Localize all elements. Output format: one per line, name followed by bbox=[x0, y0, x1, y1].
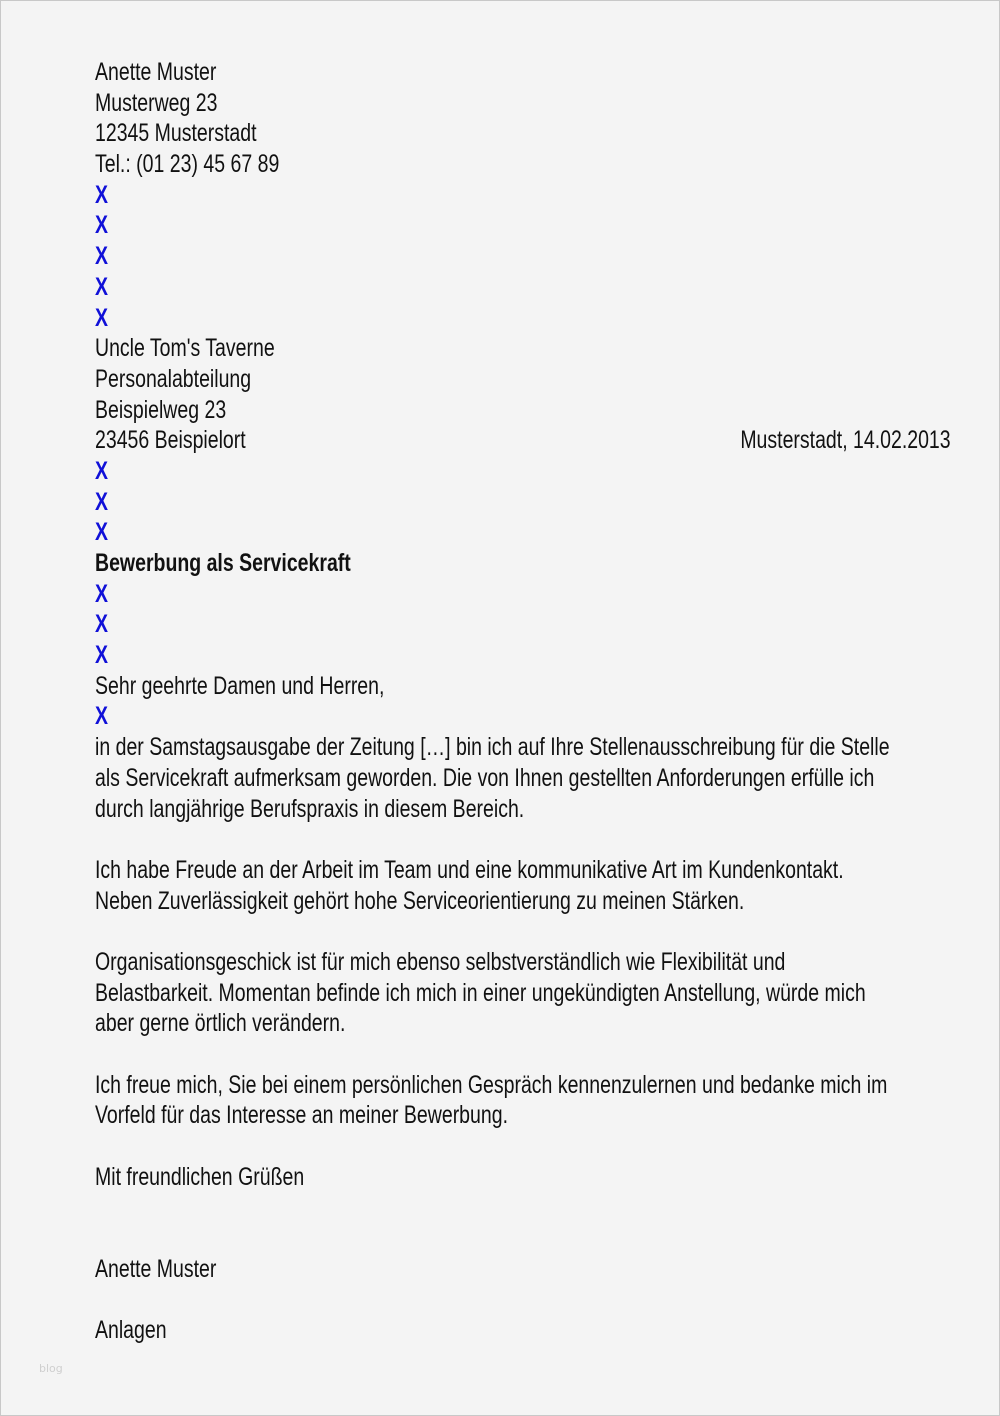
line-text: X bbox=[95, 180, 109, 209]
letter-line-blank bbox=[95, 916, 951, 947]
placeholder-marker bbox=[95, 272, 951, 303]
line-text: Belastbarkeit. Momentan befinde ich mich in einer ungekündigten Anstellung, würde mich bbox=[95, 978, 866, 1007]
line-text: Anlagen bbox=[95, 1316, 167, 1345]
letter-line-body bbox=[95, 947, 951, 978]
letter-line-sender bbox=[95, 88, 951, 119]
letter-line-body bbox=[95, 1008, 951, 1039]
letter-line-blank bbox=[95, 1223, 951, 1254]
letter-line-sender bbox=[95, 118, 951, 149]
line-text: Anette Muster bbox=[95, 58, 217, 86]
line-text: X bbox=[95, 702, 109, 731]
line-text: Tel.: (01 23) 45 67 89 bbox=[95, 150, 280, 179]
line-text: X bbox=[95, 641, 109, 670]
letter-line-recipient bbox=[95, 333, 951, 364]
letter-line-body bbox=[95, 763, 951, 794]
line-text: X bbox=[95, 242, 109, 271]
letter-line-body bbox=[95, 732, 951, 763]
line-text: in der Samstagsausgabe der Zeitung […] bin ich auf Ihre Stellenausschreibung für die Stelle bbox=[95, 733, 890, 762]
letter-line-subject bbox=[95, 548, 951, 579]
line-text: Bewerbung als Servicekraft bbox=[95, 549, 351, 577]
line-text: Ich freue mich, Sie bei einem persönlichen Gespräch kennenzulernen und bedanke mich im bbox=[95, 1070, 888, 1099]
letter-line-body bbox=[95, 1070, 951, 1101]
watermark: blog bbox=[39, 1362, 63, 1375]
line-text: als Servicekraft aufmerksam geworden. Die von Ihnen gestellten Anforderungen erfülle ich bbox=[95, 763, 875, 792]
letter-line-body bbox=[95, 794, 951, 825]
letter-date: Musterstadt, 14.02.2013 bbox=[740, 426, 951, 455]
line-text: X bbox=[95, 303, 109, 332]
line-text: X bbox=[95, 518, 109, 547]
line-text: aber gerne örtlich verändern. bbox=[95, 1009, 346, 1038]
line-text: X bbox=[95, 456, 109, 485]
line-text: 23456 Beispielort bbox=[95, 426, 246, 455]
placeholder-marker bbox=[95, 180, 951, 211]
placeholder-marker bbox=[95, 701, 951, 732]
placeholder-marker bbox=[95, 640, 951, 671]
line-text: Beispielweg 23 bbox=[95, 395, 227, 424]
letter-line-body bbox=[95, 1100, 951, 1131]
letter-line-salutation bbox=[95, 671, 951, 702]
placeholder-marker bbox=[95, 303, 951, 334]
line-text: Personalabteilung bbox=[95, 364, 252, 393]
letter-line-recipient bbox=[95, 395, 951, 426]
letter-line-signature bbox=[95, 1254, 951, 1285]
placeholder-marker bbox=[95, 517, 951, 548]
letter-line-blank bbox=[95, 824, 951, 855]
placeholder-marker bbox=[95, 609, 951, 640]
line-text: Mit freundlichen Grüßen bbox=[95, 1162, 305, 1191]
letter-line-blank bbox=[95, 1285, 951, 1316]
letter-line-blank bbox=[95, 1039, 951, 1070]
letter-line-body bbox=[95, 855, 951, 886]
placeholder-marker bbox=[95, 241, 951, 272]
line-text: X bbox=[95, 579, 109, 608]
letter-line-recipient bbox=[95, 364, 951, 395]
line-text: 12345 Musterstadt bbox=[95, 119, 257, 148]
line-text: Vorfeld für das Interesse an meiner Bewerbung. bbox=[95, 1101, 508, 1130]
placeholder-marker bbox=[95, 210, 951, 241]
letter-line-blank bbox=[95, 1192, 951, 1223]
line-text: X bbox=[95, 487, 109, 516]
letter-line-sender bbox=[95, 149, 951, 180]
letter-line-sender bbox=[95, 57, 951, 88]
placeholder-marker bbox=[95, 487, 951, 518]
line-text: X bbox=[95, 211, 109, 240]
line-text: X bbox=[95, 610, 109, 639]
line-text: Organisationsgeschick ist für mich ebenso selbstverständlich wie Flexibilität und bbox=[95, 947, 786, 976]
placeholder-marker bbox=[95, 456, 951, 487]
letter-line-body bbox=[95, 886, 951, 917]
letter-line-body bbox=[95, 978, 951, 1009]
line-text: Anette Muster bbox=[95, 1254, 217, 1283]
letter-line-enclosures bbox=[95, 1315, 951, 1346]
line-text: Sehr geehrte Damen und Herren, bbox=[95, 671, 385, 700]
letter-line-closing bbox=[95, 1162, 951, 1193]
cover-letter bbox=[95, 57, 951, 1346]
placeholder-marker bbox=[95, 579, 951, 610]
line-text: Ich habe Freude an der Arbeit im Team und eine kommunikative Art im Kundenkontakt. bbox=[95, 855, 844, 884]
line-text: Neben Zuverlässigkeit gehört hohe Serviceorientierung zu meinen Stärken. bbox=[95, 886, 745, 915]
line-text: X bbox=[95, 272, 109, 301]
letter-line-recipient bbox=[95, 425, 951, 456]
line-text: Musterweg 23 bbox=[95, 88, 218, 117]
line-text: durch langjährige Berufspraxis in diesem Bereich. bbox=[95, 794, 525, 823]
line-text: Uncle Tom's Taverne bbox=[95, 334, 275, 363]
letter-line-blank bbox=[95, 1131, 951, 1162]
